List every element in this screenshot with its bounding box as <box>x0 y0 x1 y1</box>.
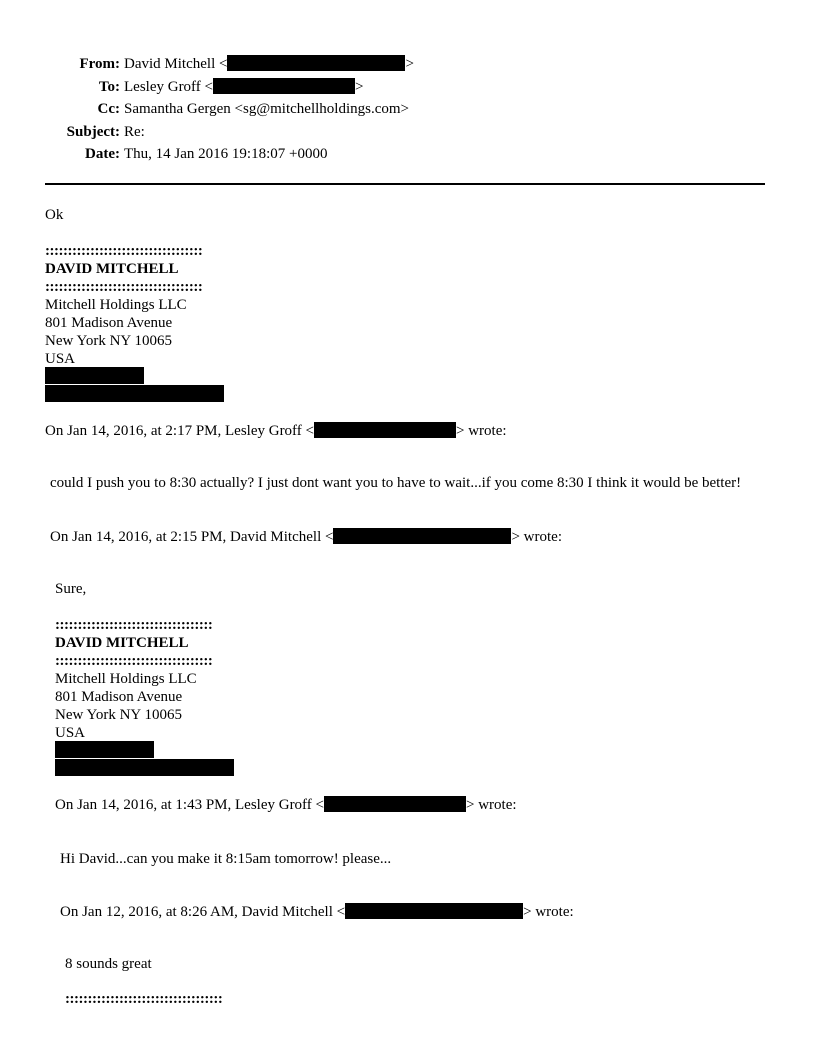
sig-name: DAVID MITCHELL <box>45 261 179 277</box>
date-value: Thu, 14 Jan 2016 19:18:07 +0000 <box>124 146 328 162</box>
subject-row <box>0 123 816 146</box>
message-text: Sure, <box>55 581 87 597</box>
reply-text: Ok <box>45 207 64 223</box>
sig-street: 801 Madison Avenue <box>55 689 183 705</box>
header-divider <box>45 183 765 185</box>
signature-block <box>55 616 212 742</box>
message-text: 8 sounds great <box>65 956 152 972</box>
sig-city: New York NY 10065 <box>45 333 172 349</box>
redaction-box <box>45 385 224 402</box>
date-label: Date: <box>85 146 120 162</box>
sig-country: USA <box>55 725 86 741</box>
message-text: could I push you to 8:30 actually? I just dont want you to have to wait...if you come 8:30 I think it would be better! <box>50 475 742 491</box>
redaction-box <box>345 903 523 919</box>
cc-value: Samantha Gergen <sg@mitchellholdings.com> <box>124 101 409 117</box>
sig-country: USA <box>45 351 76 367</box>
signature-block <box>45 242 202 368</box>
to-label: To: <box>98 78 120 95</box>
to-value: Lesley Groff < <box>124 78 213 95</box>
date-row <box>0 145 816 168</box>
cc-row <box>0 100 816 123</box>
redaction-box <box>45 367 144 384</box>
redaction-box <box>227 55 405 71</box>
sig-dots: ::::::::::::::::::::::::::::::::::: <box>65 991 223 1007</box>
subject-value: Re: <box>124 123 145 140</box>
from-row <box>0 55 816 78</box>
quote-attribution: On Jan 14, 2016, at 2:15 PM, David Mitchell < > wrote: <box>50 529 562 545</box>
sig-dots: ::::::::::::::::::::::::::::::::::: <box>55 617 213 633</box>
email-header <box>0 55 816 168</box>
from-value: David Mitchell < <box>124 56 228 72</box>
redaction-box <box>55 759 234 776</box>
redaction-box <box>55 741 154 758</box>
message-text: Hi David...can you make it 8:15am tomorrow! please... <box>60 851 392 867</box>
redaction-box <box>314 422 456 438</box>
quote-attribution: On Jan 14, 2016, at 2:17 PM, Lesley Groff < > wrote: <box>45 423 507 439</box>
to-row <box>0 78 816 101</box>
redaction-box <box>324 796 466 812</box>
subject-label: Subject: <box>66 123 120 140</box>
quote-attribution: On Jan 14, 2016, at 1:43 PM, Lesley Groff < > wrote: <box>55 797 517 813</box>
sig-company: Mitchell Holdings LLC <box>45 297 187 313</box>
sig-dots: ::::::::::::::::::::::::::::::::::: <box>55 653 213 669</box>
redaction-box <box>333 528 511 544</box>
sig-name: DAVID MITCHELL <box>55 635 189 651</box>
sig-company: Mitchell Holdings LLC <box>55 671 197 687</box>
sig-street: 801 Madison Avenue <box>45 315 173 331</box>
sig-dots: ::::::::::::::::::::::::::::::::::: <box>45 279 203 295</box>
from-close: > <box>405 56 414 72</box>
redaction-box <box>213 78 355 94</box>
to-close: > <box>355 78 364 95</box>
from-label: From: <box>79 56 120 72</box>
quote-attribution: On Jan 12, 2016, at 8:26 AM, David Mitchell < > wrote: <box>60 904 574 920</box>
sig-city: New York NY 10065 <box>55 707 182 723</box>
sig-dots: ::::::::::::::::::::::::::::::::::: <box>45 243 203 259</box>
cc-label: Cc: <box>97 101 120 117</box>
